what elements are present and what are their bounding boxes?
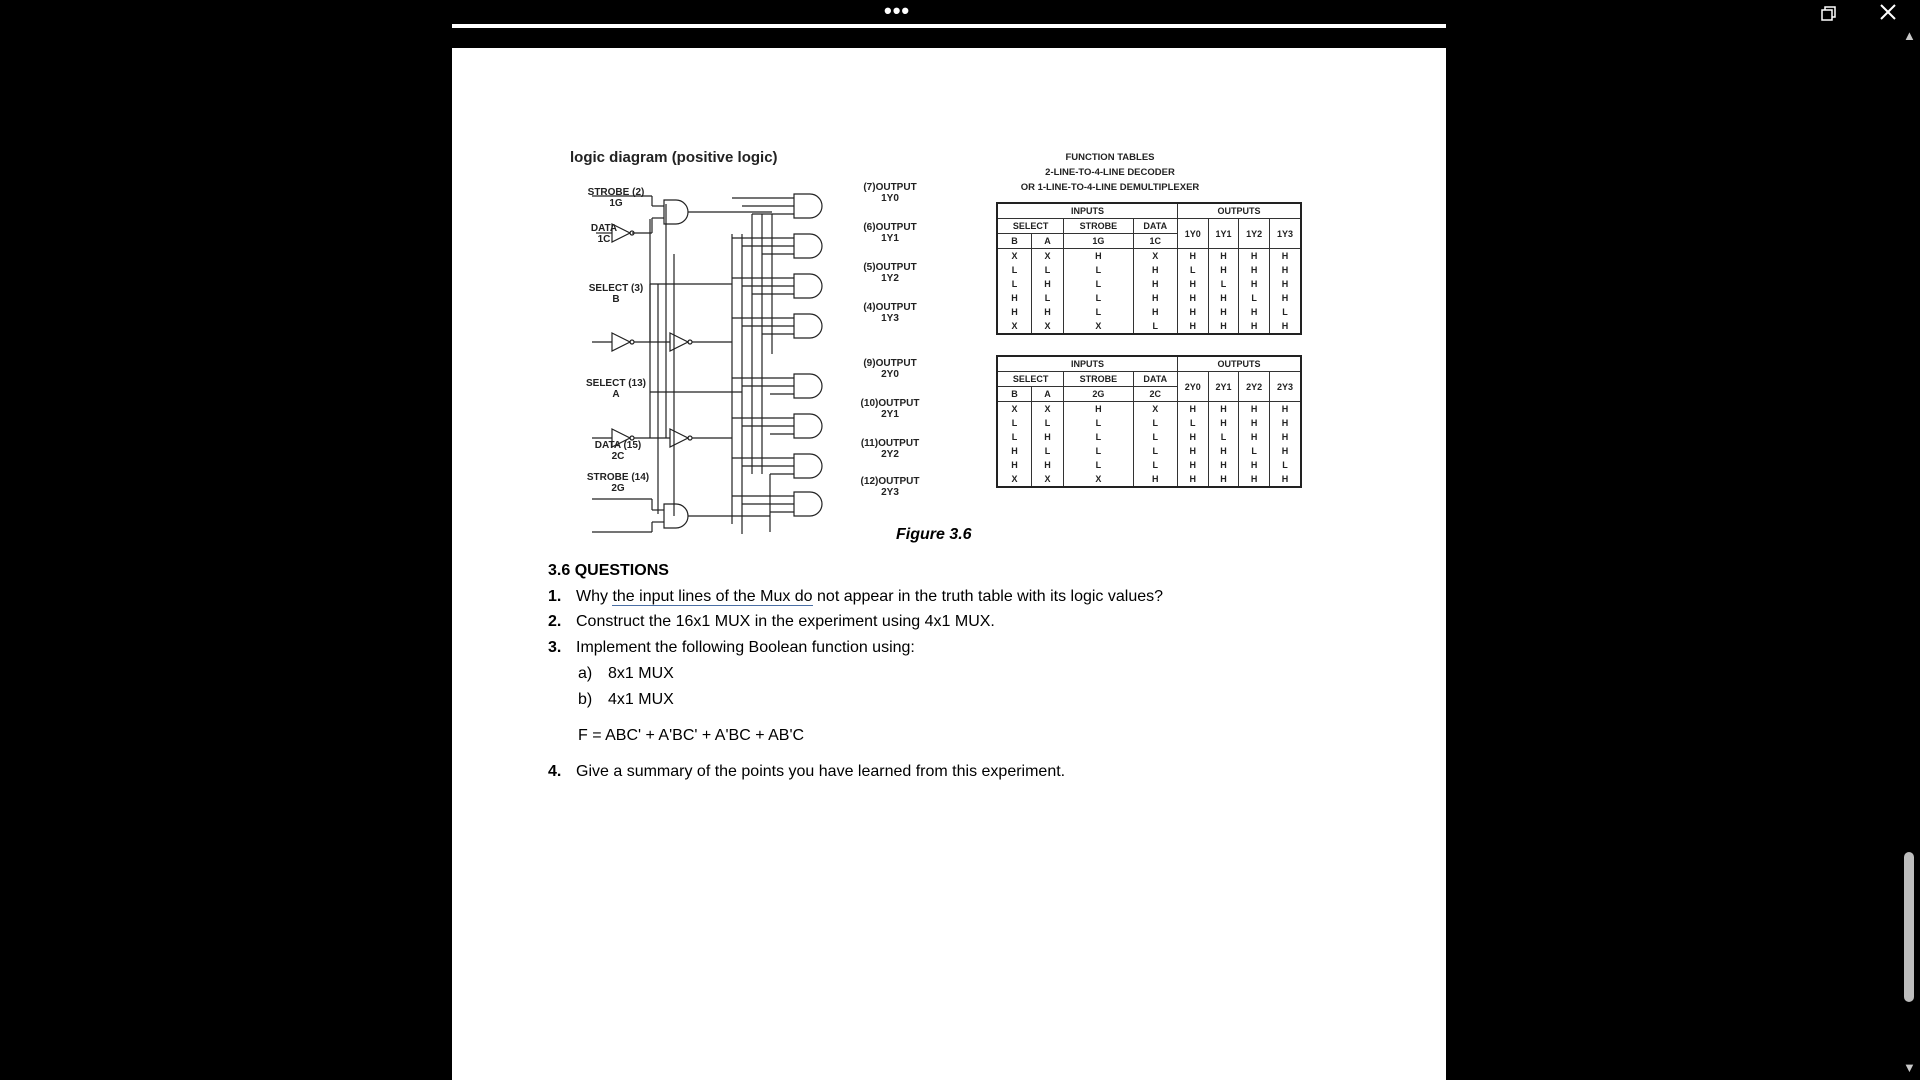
question-3b [578, 691, 674, 709]
table-cell: L [1031, 416, 1063, 430]
table-cell: H [1133, 472, 1177, 487]
table-cell: H [997, 444, 1031, 458]
table2-outputs-header: OUTPUTS [1177, 356, 1301, 372]
table-cell: H [1177, 249, 1208, 264]
table2-b-header: B [997, 387, 1031, 402]
question-4-text: Give a summary of the points you have learned from this experiment. [576, 763, 1066, 780]
table-cell: L [997, 263, 1031, 277]
table-cell: L [1133, 458, 1177, 472]
question-1-underlined: the input lines of the Mux do [612, 588, 813, 605]
table-cell: H [1064, 249, 1133, 264]
table-cell: L [1064, 430, 1133, 444]
table-cell: H [1269, 291, 1301, 305]
table-cell: L [1133, 444, 1177, 458]
table-cell: H [1177, 291, 1208, 305]
table1-strobe-header: STROBE [1064, 219, 1133, 234]
table-cell: H [1269, 319, 1301, 334]
table-cell: H [1239, 430, 1270, 444]
table-cell: H [1239, 416, 1270, 430]
question-3 [548, 639, 915, 657]
table-cell: L [1064, 263, 1133, 277]
table-cell: L [1208, 430, 1239, 444]
question-3a [578, 665, 674, 683]
table-cell: L [1064, 416, 1133, 430]
table2-select-header: SELECT [997, 372, 1064, 387]
question-3a-text: 8x1 MUX [608, 665, 674, 682]
question-number: 4. [548, 763, 562, 780]
table-row [997, 472, 1301, 487]
table-cell: X [1133, 249, 1177, 264]
question-1-pre: Why [576, 588, 613, 605]
input-label-select-b: SELECT (3) B [588, 283, 644, 305]
table1-out-header: 1Y3 [1269, 219, 1301, 249]
table-cell: L [1064, 444, 1133, 458]
table-cell: L [1208, 277, 1239, 291]
table-cell: L [1064, 458, 1133, 472]
output-label-2y1: (10)OUTPUT 2Y1 [860, 398, 920, 420]
table-cell: H [997, 291, 1031, 305]
table-cell: L [997, 416, 1031, 430]
function-table-1 [996, 202, 1302, 335]
table1-a-header: A [1031, 234, 1063, 249]
table-cell: H [1177, 458, 1208, 472]
table2-strobe-header: STROBE [1064, 372, 1133, 387]
table-cell: H [1208, 444, 1239, 458]
table-cell: L [1031, 291, 1063, 305]
table-cell: H [1239, 319, 1270, 334]
table-cell: H [997, 305, 1031, 319]
table-cell: H [1031, 277, 1063, 291]
table-cell: H [1177, 472, 1208, 487]
table-cell: H [1177, 277, 1208, 291]
table-cell: H [1208, 402, 1239, 417]
question-3b-text: 4x1 MUX [608, 691, 674, 708]
table-cell: H [1269, 263, 1301, 277]
input-label-strobe-1g: STROBE (2) 1G [587, 187, 645, 209]
table-cell: X [997, 402, 1031, 417]
question-4 [548, 763, 1065, 781]
table-cell: H [1208, 291, 1239, 305]
table-cell: H [1239, 305, 1270, 319]
output-label-2y0: (9)OUTPUT 2Y0 [863, 358, 917, 380]
table-cell: L [1133, 430, 1177, 444]
table-cell: L [1064, 305, 1133, 319]
table-cell: L [1031, 444, 1063, 458]
table2-a-header: A [1031, 387, 1063, 402]
table-cell: H [1239, 263, 1270, 277]
table1-data-sub: 1C [1133, 234, 1177, 249]
table-cell: H [1269, 402, 1301, 417]
output-label-1y1: (6)OUTPUT 1Y1 [863, 222, 917, 244]
table-cell: L [1064, 291, 1133, 305]
table-cell: H [997, 458, 1031, 472]
output-label-2y3: (12)OUTPUT 2Y3 [860, 476, 920, 498]
table-cell: X [1064, 319, 1133, 334]
table-row [997, 416, 1301, 430]
table-cell: L [1239, 291, 1270, 305]
table-cell: X [1031, 472, 1063, 487]
table-cell: L [1177, 263, 1208, 277]
boolean-equation: F = ABC' + A'BC' + A'BC + AB'C [578, 727, 805, 744]
table1-b-header: B [997, 234, 1031, 249]
table1-out-header: 1Y0 [1177, 219, 1208, 249]
question-2-text: Construct the 16x1 MUX in the experiment using 4x1 MUX. [576, 613, 995, 630]
table-row [997, 263, 1301, 277]
table-row [997, 402, 1301, 417]
table1-strobe-sub: 1G [1064, 234, 1133, 249]
table-cell: H [1239, 458, 1270, 472]
close-icon[interactable] [1876, 2, 1900, 24]
table-cell: H [1269, 416, 1301, 430]
table-cell: L [1269, 305, 1301, 319]
table-row [997, 319, 1301, 334]
table2-out-header: 2Y2 [1239, 372, 1270, 402]
function-tables-title: FUNCTION TABLES 2-LINE-TO-4-LINE DECODER OR 1-LINE-TO-4-LINE DEMULTIPLEXER [1020, 152, 1200, 193]
table-cell: H [1208, 249, 1239, 264]
table-cell: H [1133, 263, 1177, 277]
table-cell: L [1133, 416, 1177, 430]
output-label-2y2: (11)OUTPUT 2Y2 [860, 438, 920, 460]
table2-body [997, 402, 1301, 488]
table1-out-header: 1Y1 [1208, 219, 1239, 249]
table-cell: H [1208, 305, 1239, 319]
table-cell: L [1133, 319, 1177, 334]
table-cell: H [1208, 472, 1239, 487]
table-cell: H [1269, 430, 1301, 444]
sub-item-letter: b) [578, 691, 593, 708]
scroll-down-arrow-icon[interactable]: ▼ [1903, 1060, 1916, 1075]
table-cell: X [1133, 402, 1177, 417]
table-row [997, 430, 1301, 444]
restore-icon[interactable] [1818, 4, 1838, 24]
table2-inputs-header: INPUTS [997, 356, 1177, 372]
table-cell: H [1269, 277, 1301, 291]
output-label-1y3: (4)OUTPUT 1Y3 [863, 302, 917, 324]
title-bar [0, 0, 1920, 26]
table-row [997, 458, 1301, 472]
table2-strobe-sub: 2G [1064, 387, 1133, 402]
question-number: 1. [548, 588, 562, 605]
question-1 [548, 588, 1163, 606]
table-cell: L [997, 277, 1031, 291]
table2-out-header: 2Y3 [1269, 372, 1301, 402]
table-cell: H [1031, 305, 1063, 319]
ellipsis-icon[interactable]: ••• [884, 0, 911, 23]
table-cell: H [1133, 305, 1177, 319]
input-label-data-2c: DATA (15) 2C [594, 440, 642, 462]
output-label-1y0: (7)OUTPUT 1Y0 [863, 182, 917, 204]
table-cell: L [1064, 277, 1133, 291]
table-cell: L [1031, 263, 1063, 277]
table-cell: L [1269, 458, 1301, 472]
table-cell: X [1031, 249, 1063, 264]
table1-data-header: DATA [1133, 219, 1177, 234]
table-cell: X [997, 472, 1031, 487]
question-number: 3. [548, 639, 562, 656]
question-2 [548, 613, 995, 631]
table-cell: H [1239, 277, 1270, 291]
scrollbar-thumb[interactable] [1904, 852, 1914, 1002]
table2-out-header: 2Y0 [1177, 372, 1208, 402]
table-cell: X [1064, 472, 1133, 487]
table1-outputs-header: OUTPUTS [1177, 203, 1301, 219]
table-cell: H [1239, 472, 1270, 487]
logic-diagram-title: logic diagram (positive logic) [570, 149, 778, 166]
table-cell: H [1133, 277, 1177, 291]
table-cell: H [1133, 291, 1177, 305]
table2-data-header: DATA [1133, 372, 1177, 387]
table-cell: H [1208, 416, 1239, 430]
table-cell: H [1177, 444, 1208, 458]
table1-body [997, 249, 1301, 335]
table-cell: H [1239, 402, 1270, 417]
table-row [997, 305, 1301, 319]
table-row [997, 444, 1301, 458]
table1-out-header: 1Y2 [1239, 219, 1270, 249]
table1-select-header: SELECT [997, 219, 1064, 234]
scroll-up-arrow-icon[interactable]: ▲ [1903, 28, 1916, 43]
question-number: 2. [548, 613, 562, 630]
table-row [997, 291, 1301, 305]
table-cell: H [1177, 305, 1208, 319]
input-label-select-a: SELECT (13) A [585, 378, 647, 400]
sub-item-letter: a) [578, 665, 593, 682]
questions-heading: 3.6 QUESTIONS [548, 562, 669, 579]
table-cell: H [1269, 444, 1301, 458]
table-cell: L [1239, 444, 1270, 458]
figure-caption: Figure 3.6 [896, 526, 972, 543]
table-cell: X [1031, 402, 1063, 417]
table-cell: H [1239, 249, 1270, 264]
table-cell: L [997, 430, 1031, 444]
table2-data-sub: 2C [1133, 387, 1177, 402]
question-1-post: not appear in the truth table with its logic values? [812, 588, 1164, 605]
table-cell: H [1208, 319, 1239, 334]
table-cell: H [1269, 472, 1301, 487]
table-cell: H [1208, 458, 1239, 472]
document-page [452, 48, 1446, 1080]
table-cell: L [1177, 416, 1208, 430]
input-label-data-1c: DATA 1C [590, 223, 618, 245]
table-cell: X [1031, 319, 1063, 334]
table-cell: X [997, 319, 1031, 334]
table-cell: H [1177, 402, 1208, 417]
table-row [997, 249, 1301, 264]
table-cell: X [997, 249, 1031, 264]
table-cell: H [1031, 458, 1063, 472]
table-cell: H [1064, 402, 1133, 417]
table-row [997, 277, 1301, 291]
table2-out-header: 2Y1 [1208, 372, 1239, 402]
table-cell: H [1269, 249, 1301, 264]
question-3-text: Implement the following Boolean function using: [576, 639, 915, 656]
table-cell: H [1177, 430, 1208, 444]
table1-inputs-header: INPUTS [997, 203, 1177, 219]
table-cell: H [1177, 319, 1208, 334]
input-label-strobe-2g: STROBE (14) 2G [586, 472, 650, 494]
output-label-1y2: (5)OUTPUT 1Y2 [863, 262, 917, 284]
previous-page-edge [452, 24, 1446, 28]
table-cell: H [1031, 430, 1063, 444]
table-cell: H [1208, 263, 1239, 277]
function-table-2 [996, 355, 1302, 488]
